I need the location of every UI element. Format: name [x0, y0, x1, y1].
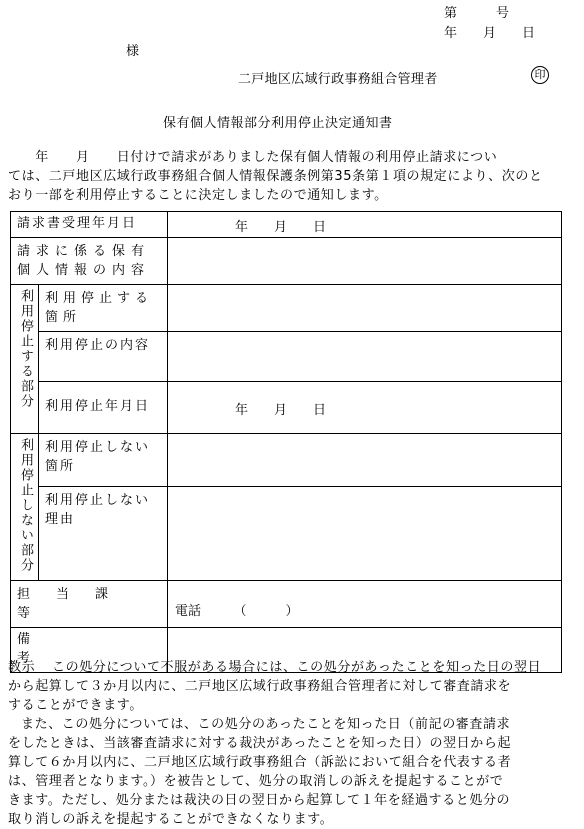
intro-line: ては、二戸地区広域行政事務組合個人情報保護条例第35条第１項の規定により、次のと	[8, 169, 543, 184]
receipt-date-cell	[168, 212, 562, 238]
decision-table	[10, 211, 562, 673]
notice-body	[8, 658, 576, 829]
nostop-group-cell	[11, 434, 39, 581]
remarks-label: 備考	[17, 632, 131, 666]
stop-date-value: 年 月 日	[235, 403, 327, 418]
notice-line: から起算して３か月以内に、二戸地区広域行政事務組合管理者に対して審査請求を	[8, 679, 512, 694]
seal-mark: 印	[531, 66, 549, 84]
phone-label: 電話 （ ）	[175, 604, 299, 619]
stop-place-cell	[168, 285, 562, 332]
nostop-reason-cell	[168, 487, 562, 581]
stop-content-label: 利用停止の内容	[45, 338, 151, 353]
document-date: 年 月 日	[444, 26, 536, 41]
notice-line: は、管理者となります。）を被告として、処分の取消しの訴えを提起することがで	[8, 774, 504, 789]
notice-line: また、この処分については、この処分のあったことを知った日（前記の審査請求	[21, 717, 511, 732]
document-title: 保有個人情報部分利用停止決定通知書	[163, 116, 393, 131]
stop-place-label-cell	[39, 285, 168, 332]
intro-line: 年 月 日付けで請求がありました保有個人情報の利用停止請求につい	[8, 150, 498, 165]
stop-date-label: 利用停止年月日	[45, 399, 151, 414]
receipt-date-value: 年 月 日	[235, 220, 327, 235]
stop-content-label-cell	[39, 332, 168, 382]
document-number: 第 号	[444, 6, 510, 21]
requested-info-cell	[168, 238, 562, 285]
requested-info-label: 請求に係る保有個人情報の内容	[17, 244, 151, 278]
receipt-date-label: 請求書受理年月日	[17, 216, 138, 231]
notice-line: この処分について不服がある場合には、この処分があったことを知った日の翌日	[52, 660, 542, 675]
stop-date-label-cell	[39, 382, 168, 434]
section-label-cell	[11, 581, 168, 628]
receipt-date-label-cell	[11, 212, 168, 238]
stop-group-cell	[11, 285, 39, 434]
addressee-suffix: 様	[126, 44, 140, 59]
stop-place-label: 利用停止する箇所	[45, 291, 154, 325]
nostop-place-label-cell	[39, 434, 168, 487]
nostop-reason-label-cell	[39, 487, 168, 581]
section-label: 担当課等	[17, 587, 135, 621]
stop-group-label: 利用停止する部分	[18, 289, 33, 409]
requested-info-label-cell	[11, 238, 168, 285]
nostop-group-label: 利用停止しない部分	[18, 438, 33, 573]
notice-line: することができます。	[8, 698, 143, 713]
intro-line: おり一部を利用停止することに決定しましたので通知します。	[8, 188, 388, 203]
section-cell	[168, 581, 562, 628]
notice-heading: 教示	[8, 660, 36, 675]
stop-date-cell	[168, 382, 562, 434]
notice-line: 算して６か月以内に、二戸地区広域行政事務組合（訴訟において組合を代表する者	[8, 755, 512, 770]
intro-paragraph	[8, 148, 576, 205]
nostop-reason-label: 利用停止しない理由	[45, 493, 151, 527]
stop-content-cell	[168, 332, 562, 382]
nostop-place-label: 利用停止しない箇所	[45, 440, 151, 474]
issuer-name: 二戸地区広域行政事務組合管理者	[238, 72, 438, 87]
notice-line: きます。ただし、処分または裁決の日の翌日から起算して１年を経過すると処分の	[8, 793, 511, 808]
notice-line: をしたときは、当該審査請求に対する裁決があったことを知った日）の翌日から起	[8, 736, 512, 751]
nostop-place-cell	[168, 434, 562, 487]
notice-line: 取り消しの訴えを提起することができなくなります。	[8, 812, 334, 827]
